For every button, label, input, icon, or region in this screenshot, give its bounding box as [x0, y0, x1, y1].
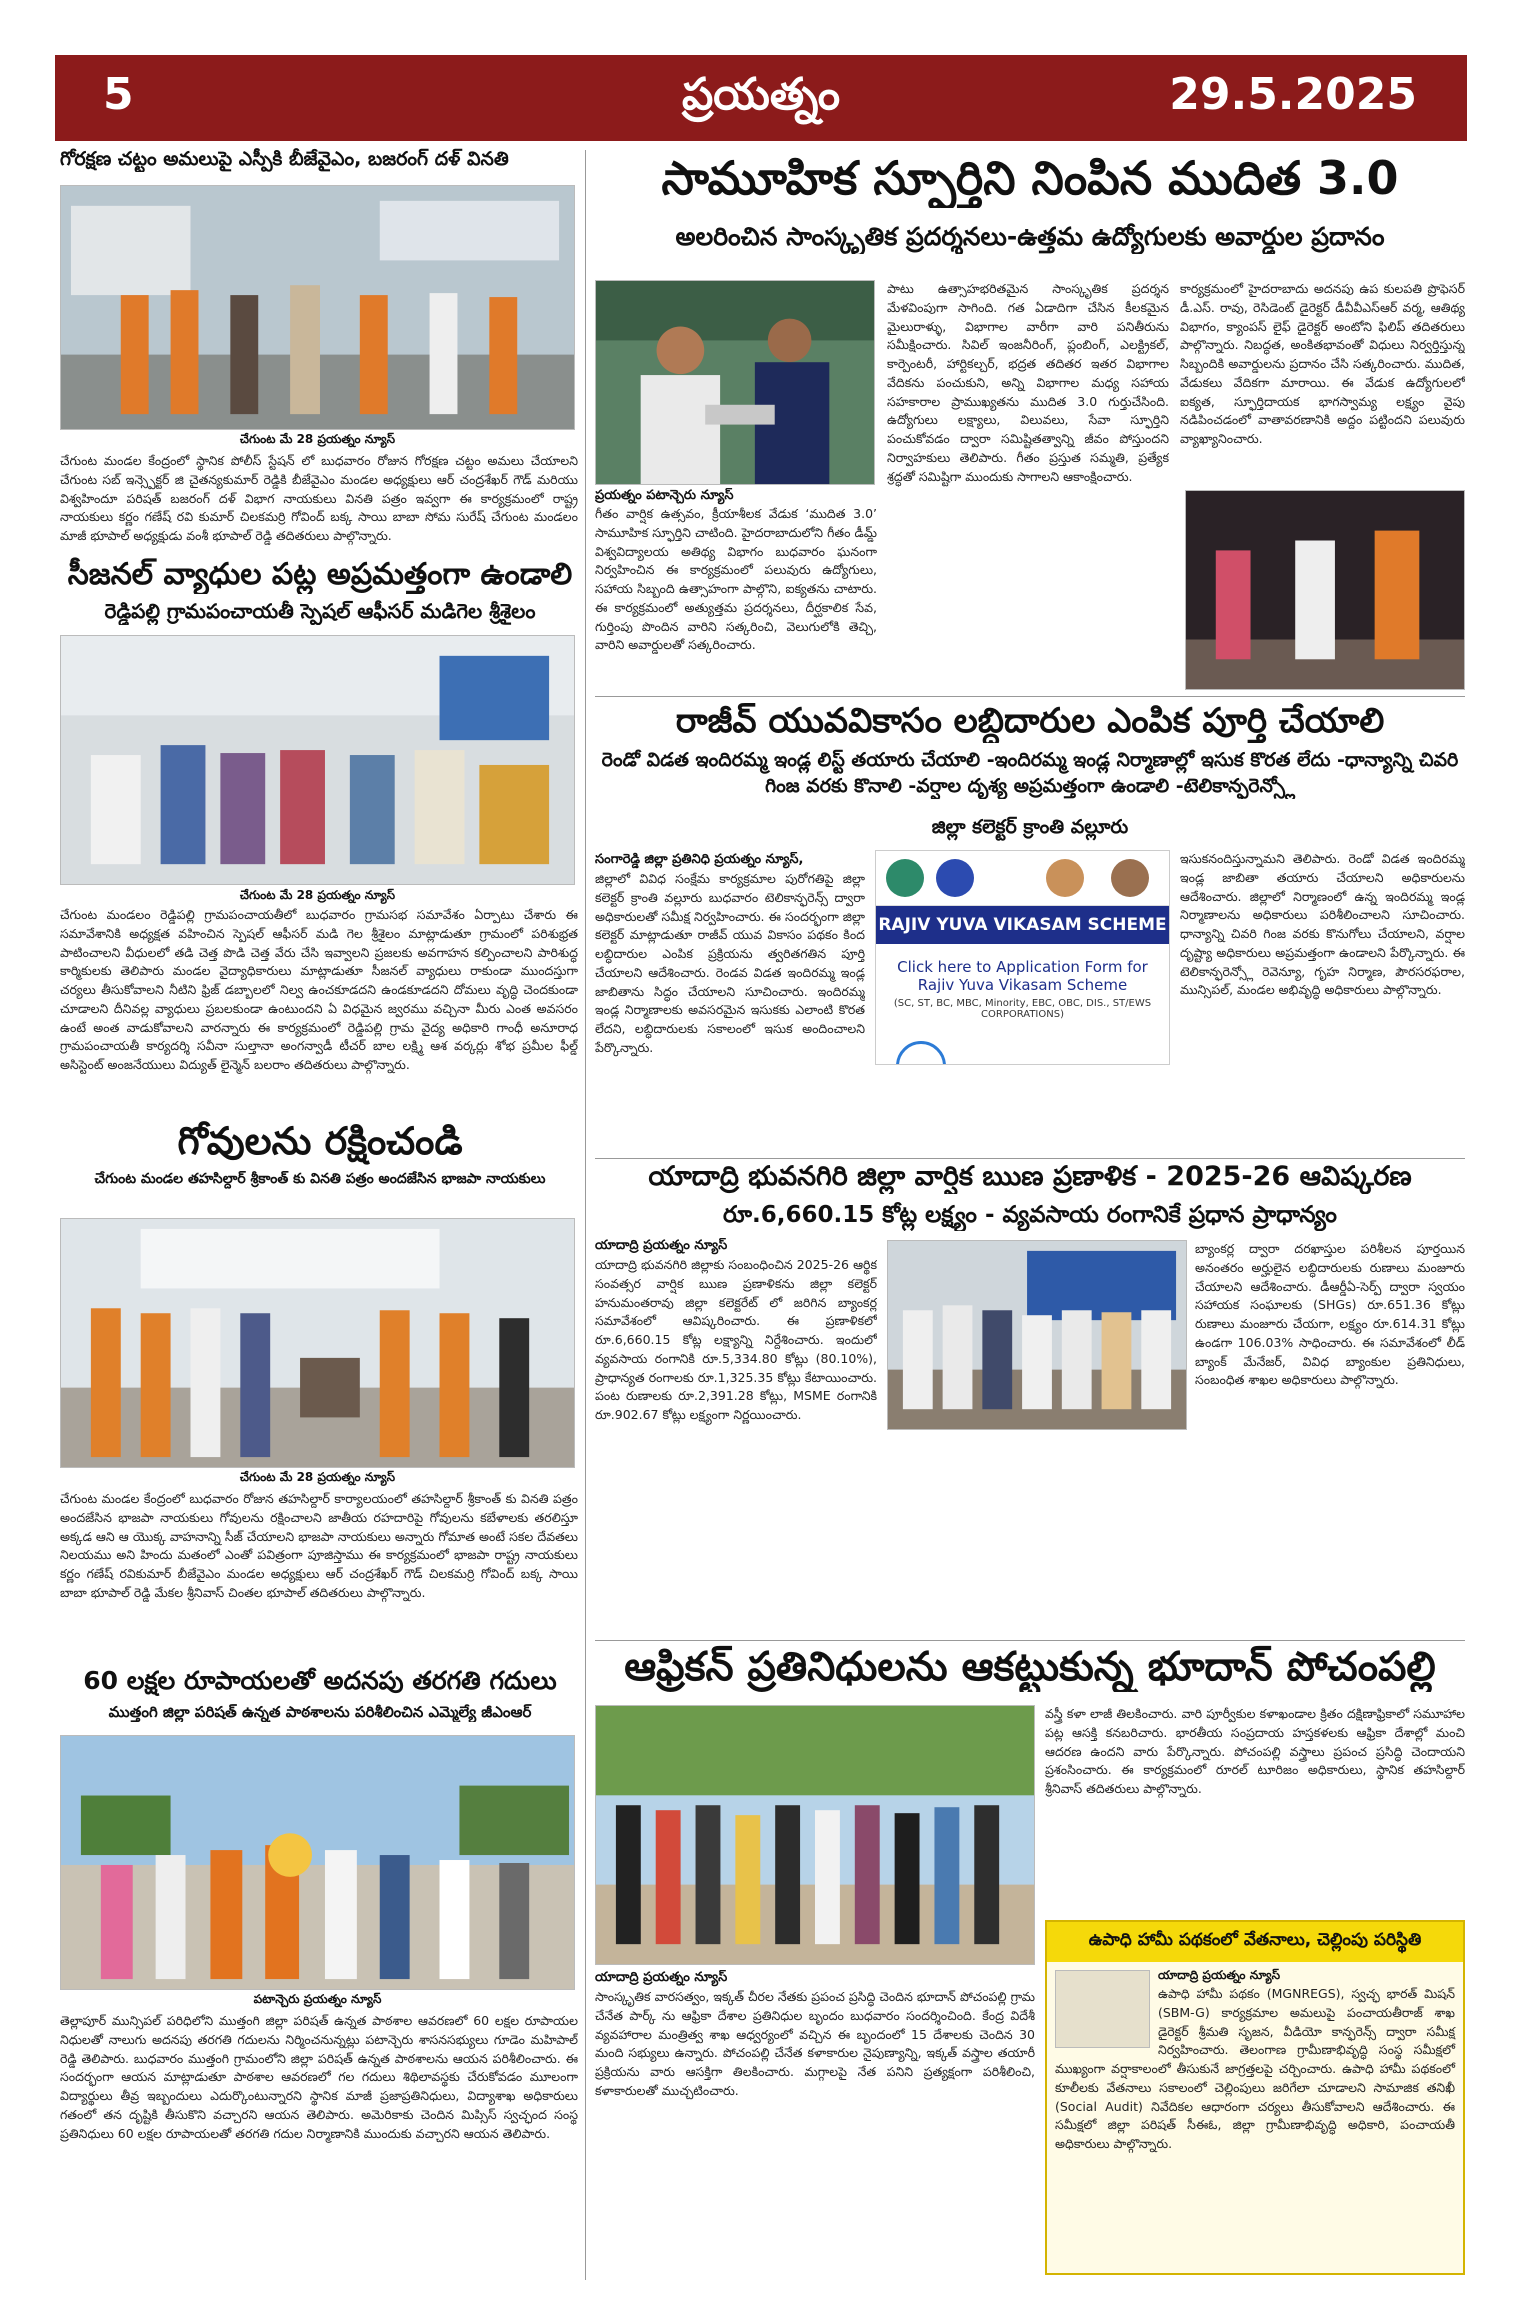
a2-caption: చేగుంట మే 28 ప్రయత్నం న్యూస్	[239, 888, 396, 902]
m1-body1: గీతం వార్షిక ఉత్సవం, క్రీయాశీలక వేడుక ‘ముదిత 3.0’ సామూహిక స్ఫూర్తిని చాటింది. హైదరాబాదులోని గీతం డీమ్డ్ విశ్వవిద్యాలయ అతిథ్య విభాగం బుధవారం ఘనంగా నిర్వహించిన ఈ కార్యక్రమంలో పలువురు ఉద్యోగులు, సహాయ సిబ్బంది ఉత్సాహంగా పాల్గొని, ఐక్యతను చాటారు. ఈ కార్యక్రమంలో అత్యుత్తమ ప్రదర్శనలు, దీర్ఘకాలిక సేవ, గుర్తింపు పొందిన వారిని సత్కరించి, వెలుగులోకి తెచ్చి, వారిని అవార్డులతో సత్కరించారు.	[595, 506, 877, 653]
a2-headline: సీజనల్ వ్యాధుల పట్ల అప్రమత్తంగా ఉండాలి	[67, 557, 573, 592]
minister-photo-icon	[1111, 859, 1149, 897]
scheme-categories: (SC, ST, BC, MBC, Minority, EBC, OBC, DIS., ST/EWS CORPORATIONS)	[893, 998, 1152, 1020]
m4-body2: వస్త్రీ కళా లాజీ తిలకించారు. వారి పూర్వీకుల కళాఖండాల క్రితం దక్షిణాఫ్రికాలో సమూహాల పట్ల ఆసక్తి కనబరిచారు. భారతీయ సంప్రదాయ హస్తకళలకు ఆఫ్రికా దేశాల్లో మంచి ఆదరణ ఉందని వారు పేర్కొన్నారు. పోచంపల్లి వస్త్రాలు ప్రపంచ ప్రసిద్ధి చెందాయని ప్రశంసించారు. ఈ కార్యక్రమంలో రూరల్ టూరిజం అధికారులు, స్థానిక తహసిల్దార్ శ్రీనివాస్ తదితరులు పాల్గొన్నారు.	[1045, 1706, 1465, 1796]
m1-photo-award	[595, 280, 875, 485]
mgnrega-box-image	[1055, 1970, 1150, 2048]
a3-body: చేగుంట మండల కేంద్రంలో బుధవారం రోజున తహసిల్దార్ కార్యాలయంలో తహసిల్దార్ శ్రీకాంత్ కు వినతి పత్రం అందజేసిన భాజపా నాయకులు గోవులను రక్షించాలని జాతీయ రహదారిపై గోవులను కబేళాలకు తరలిస్తూ అక్కడ ఆని ఆ యొక్క వాహనాన్ని సీజ్ చేయాలని భాజపా నాయకులు అన్నారు గోమాత అంటే సకల దేవతలు నిలయము అని హిందు మతంలో ఎంతో పవిత్రంగా పూజిస్తాము ఈ కార్యక్రమంలో భాజపా రాష్ట్ర నాయకులు కర్ణం గణేష్ రవికుమార్ బీజేవైఎం మండల అధ్యక్షులు ఆర్ చంద్రశేఖర్ గౌడ్ చిలకమర్రి గోవింద్ బక్క సాయి బాబా భూపాల్ రెడ్డి మేకల శ్రీనివాస్ చింతల భూపాల్ తదితరులు పాల్గొన్నారు.	[60, 1491, 578, 1600]
a2-subhead: రెడ్డిపల్లి గ్రామపంచాయతీ స్పెషల్ ఆఫీసర్ మడిగెల శ్రీశైలం	[104, 599, 536, 623]
a2-photo	[60, 635, 575, 885]
mgnrega-box-headline: ఉపాధి హామీ పథకంలో వేతనాలు, చెల్లింపు పరిస్థితి	[1047, 1922, 1463, 1962]
scheme-screenshot	[875, 850, 1170, 1065]
m4-byline: యాదాద్రి ప్రయత్నం న్యూస్	[595, 1970, 728, 1985]
a1-photo	[60, 185, 575, 430]
m2-subhead2: జిల్లా కలెక్టర్ క్రాంతి వల్లూరు	[931, 816, 1129, 838]
m2-headline: రాజీవ్ యువవికాసం లబ్ధిదారుల ఎంపిక పూర్తి చేయాలి	[675, 701, 1385, 741]
a3-headline: గోవులను రక్షించండి	[177, 1119, 463, 1163]
portal-logo-icon	[936, 859, 974, 897]
column-rule-left	[585, 150, 586, 2280]
issue-date: 29.5.2025	[1169, 69, 1417, 120]
m4-photo	[595, 1705, 1035, 1965]
m2-subhead: రెండో విడత ఇందిరమ్మ ఇండ్ల లిస్ట్ తయారు చేయాలి -ఇందిరమ్మ ఇండ్ల నిర్మాణాల్లో ఇసుక కొరత లేదు -ధాన్యాన్ని చివరి గింజ వరకు కొనాలి -వర్షాల దృశ్య అప్రమత్తంగా ఉండాలి -టెలికాన్ఫరెన్స్లో	[601, 749, 1459, 797]
m2-body1: జిల్లాలో వివిధ సంక్షేమ కార్యక్రమాల పురోగతిపై జిల్లా కలెక్టర్ క్రాంతి వల్లూరు బుధవారం టెలికాన్ఫరెన్స్ ద్వారా అధికారులతో సమీక్ష నిర్వహించారు. ఈ సందర్భంగా జిల్లా కలెక్టర్ మాట్లాడుతూ రాజీవ్ యువ వికాసం పథకం కింద లబ్ధిదారుల ఎంపిక ప్రక్రియను త్వరితగతిన పూర్తి చేయాలని ఆదేశించారు. రెండవ విడత ఇందిరమ్మ ఇండ్ల జాబితాను సిద్ధం చేయాలని సూచించారు. ఇందిరమ్మ ఇండ్ల నిర్మాణాలకు అవసరమైన ఇసుకకు ఎలాంటి కొరత లేదని, లబ్ధిదారులకు సకాలంలో ఇసుక అందించాలని పేర్కొన్నారు.	[595, 871, 865, 1055]
a2-body: చేగుంట మండలం రెడ్డిపల్లి గ్రామపంచాయతీలో బుధవారం గ్రామసభ సమావేశం ఏర్పాటు చేశారు ఈ సమావేశానికి అధ్యక్షత వహించిన స్పెషల్ ఆఫీసర్ మడి గెల శ్రీశైలం మాట్లాడుతూ గ్రామంలో పరిశుభ్రత పాటించాలని వీధులలో తడి చెత్త పొడి చెత్త వేరు చేసి ఇవ్వాలని ప్రజలకు అవగాహన కల్పించాలని పారిశుద్ధ కార్మికులకు తెలిపారు మండల వైద్యాధికారులు మాట్లాడుతూ సీజనల్ వ్యాధులు రాకుండా ముందస్తుగా చర్యలు తీసుకోవాలని నీటిని ఫ్రిజ్ డబ్బాలలో నిల్వ ఉంచకూడదని ఉండకూడదని దోమలు వృద్ధి చెందకుండా చూడాలని దీనివల్ల వ్యాధులు ప్రబలకుండా ఉంటుందని ఏ విధమైన జ్వరము వచ్చినా మీరు ఎంత అవసరం ఉంటే అంత వాడుకోవాలని వారన్నారు ఈ కార్యక్రమంలో రెడ్డిపల్లి గ్రామ వైద్య అధికారి గాంధీ అనూరాధ గ్రామపంచాయతీ కార్యదర్శి సవీనా సుల్తానా అంగన్వాడీ టీచర్ బాల లక్ష్మి ఆశ వర్కర్లు శోభ ప్రమీల ఫీల్డ్ అసిస్టెంట్ అంజనేయులు విద్యుత్ లైన్మెన్ బలరాం తదితరులు పాల్గొన్నారు.	[60, 907, 578, 1072]
m3-byline: యాదాద్రి ప్రయత్నం న్యూస్	[595, 1238, 728, 1253]
a1-headline: గోరక్షణ చట్టం అమలుపై ఎస్పీకి బీజేవైఎం, బజరంగ్ దళ్ వినతి	[60, 148, 509, 170]
m3-subhead: రూ.6,660.15 కోట్ల లక్ష్యం - వ్యవసాయ రంగానికే ప్రధాన ప్రాధాన్యం	[723, 1202, 1337, 1228]
m1-body3: కార్యక్రమంలో హైదరాబాదు అదనపు ఉప కులపతి ప్రొఫెసర్ డీ.ఎస్. రావు, రెసిడెంట్ డైరెక్టర్ డీవీవీఎస్ఆర్ వర్మ, ఆతిథ్య విభాగం, క్యాంపస్ లైఫ్ డైరెక్టర్ అంటోని ఫిలిప్ తదితరులు పాల్గొన్నారు. నిబద్ధత, అంకితభావంతో విధులు నిర్వర్తిస్తున్న సిబ్బందికి అవార్డులను ప్రదానం చేసి సత్కరించారు. ముదిత, వేడుకలు వేదికగా మారాయి. ఈ వేడుక ఉద్యోగులలో ఐక్యత, స్ఫూర్తిదాయక భాగస్వామ్య లక్ష్యం వైపు నడిపించడంలో వాతావరణానికి అద్దం పట్టిందని పలువురు వ్యాఖ్యానించారు.	[1180, 281, 1465, 446]
mgnrega-box-byline: యాదాద్రి ప్రయత్నం న్యూస్	[1158, 1968, 1281, 1982]
a1-body: చేగుంట మండల కేంద్రంలో స్థానిక పోలీస్ స్టేషన్ లో బుధవారం రోజున గోరక్షణ చట్టం అమలు చేయాలని చేగుంట సబ్ ఇన్స్పెక్టర్ జి చైతన్యకుమార్ రెడ్డికి బీజేవైఎం మండల అధ్యక్షులు ఆర్ చంద్రశేఖర్ గౌడ్ మరియు విశ్వహిందూ పరిషత్ బజరంగ్ దళ్ విభాగ నాయకులు వినతి పత్రం ఇవ్వగా ఈ కార్యక్రమంలో రాష్ట్ర నాయకులు కర్ణం గణేష్ రవి కుమార్ చిలకమర్రి గోవింద్ బక్క సాయి బాబా సోమ సురేష్ చేగుంట మండలం మాజీ భూపాల్ అధ్యక్షుడు వంశీ భూపాల్ రెడ్డి తదితరులు పాల్గొన్నారు.	[60, 453, 578, 543]
scheme-apply-link[interactable]: Click here to Application Form for Rajiv Yuva Vikasam Scheme	[897, 958, 1148, 994]
a4-subhead: ముత్తంగి జిల్లా పరిషత్ ఉన్నత పాఠశాలను పరిశీలించిన ఎమ్మెల్యే జీఎంఆర్	[108, 1703, 532, 1721]
a4-headline: 60 లక్షల రూపాయలతో అదనపు తరగతి గదులు	[83, 1666, 557, 1695]
m3-photo	[887, 1240, 1187, 1430]
m1-headline: సామూహిక స్ఫూర్తిని నింపిన ముదిత 3.0	[661, 151, 1399, 205]
m1-byline: ప్రయత్నం పటాన్చెరు న్యూస్	[595, 488, 734, 503]
a4-body: తెల్లాపూర్ మున్సిపల్ పరిధిలోని ముత్తంగి జిల్లా పరిషత్ ఉన్నత పాఠశాల ఆవరణలో 60 లక్షల రూపాయల నిధులతో నాలుగు అదనపు తరగతి గదులను నిర్మించనున్నట్లు పటాన్చెరు శాసనసభ్యులు గూడెం మహిపాల్ రెడ్డి తెలిపారు. బుధవారం ముత్తంగి గ్రామంలోని జిల్లా పరిషత్ ఉన్నత పాఠశాలను ఆయన పరిశీలించారు. ఈ సందర్భంగా ఆయన మాట్లాడుతూ పాఠశాల ఆవరణలో గల గదులు శిథిలావస్థకు చేరుకోవడం మూలంగా విద్యార్థులు తీవ్ర ఇబ్బందులు ఎదుర్కొంటున్నారని స్థానిక మాజీ ప్రజాప్రతినిధులు, విద్యాశాఖ అధికారులు గతంలో తన దృష్టికి తీసుకొని వచ్చారని ఆయన తెలిపారు. అమెరికాకు చెందిన మిప్సిస్ స్వచ్ఛంద సంస్థ ప్రతినిధులు 60 లక్షల రూపాయలతో తరగతి గదుల నిర్మాణానికి ముందుకు వచ్చారని ఆయన తెలిపారు.	[60, 2013, 578, 2141]
a1-caption: చేగుంట మే 28 ప్రయత్నం న్యూస్	[239, 432, 396, 446]
a4-photo	[60, 1735, 575, 1990]
rule-m2	[595, 1158, 1465, 1159]
m3-body1: యాదాద్రి భువనగిరి జిల్లాకు సంబంధించిన 2025-26 ఆర్థిక సంవత్సర వార్షిక ఋణ ప్రణాళికను జిల్లా కలెక్టర్ హనుమంతరావు జిల్లా కలెక్టరేట్ లో జరిగిన బ్యాంకర్ల సమావేశంలో ఆవిష్కరించారు. ఈ ప్రణాళికలో రూ.6,660.15 కోట్ల లక్ష్యాన్ని నిర్దేశించారు. ఇందులో వ్యవసాయ రంగానికి రూ.5,334.80 కోట్లు (80.10%), ప్రాధాన్యత రంగాలకు రూ.1,325.35 కోట్లు కేటాయించారు. పంట రుణాలకు రూ.2,391.28 కోట్లు, MSME రంగానికి రూ.902.67 కోట్లు లక్ష్యంగా నిర్ణయించారు.	[595, 1257, 877, 1422]
m4-headline: ఆఫ్రికన్ ప్రతినిధులను ఆకట్టుకున్న భూదాన్ పోచంపల్లి	[624, 1644, 1436, 1690]
m4-body1: సాంస్కృతిక వారసత్వం, ఇక్కత్ చీరల నేతకు ప్రపంచ ప్రసిద్ధి చెందిన భూదాన్ పోచంపల్లి గ్రామ చేనేత పార్క్ ను ఆఫ్రికా దేశాల ప్రతినిధుల బృందం బుధవారం సందర్శించింది. కేంద్ర విదేశీ వ్యవహారాల మంత్రిత్వ శాఖ ఆధ్వర్యంలో వచ్చిన ఈ బృందంలో 15 దేశాలకు చెందిన 30 మంది సభ్యులు ఉన్నారు. పోచంపల్లి చేనేత కళాకారుల నైపుణ్యాన్ని, ఇక్కత్ వస్త్రాల తయారీ ప్రక్రియను వారు ఆసక్తిగా తిలకించారు. మగ్గాలపై నేత పనిని ప్రత్యక్షంగా పరిశీలించి, కళాకారులతో ముచ్చటించారు.	[595, 1989, 1035, 2098]
scheme-banner: RAJIV YUVA VIKASAM SCHEME	[876, 906, 1169, 944]
rule-m3	[595, 1640, 1465, 1641]
masthead	[55, 55, 1467, 141]
m1-body2: పాటు ఉత్సాహభరితమైన సాంస్కృతిక ప్రదర్శన మేళవింపుగా సాగింది. గత ఏడాదిగా చేసిన కీలకమైన మైలురాళ్ళు, విభాగాల వారీగా వారి పనితీరును సమీక్షించారు. సివిల్ ఇంజనీరింగ్, ప్లంబింగ్, ఎలక్ట్రికల్, కార్పెంటరీ, హార్టికల్చర్, భద్రత తదితర ఇతర విభాగాల వేదికను పంచుకుని, అన్ని విభాగాల మధ్య సహాయ సహకారాల ప్రాముఖ్యతను ముదిత 3.0 గుర్తుచేసింది. ఉద్యోగులు లక్ష్యాలు, విలువలు, సేవా స్ఫూర్తిని పంచుకోవడం ద్వారా సమిష్టితత్వాన్ని జీవం పోస్తుందని నిర్వాహకులు తెలిపారు. గీతం ప్రస్తుత సమ్మతి, ప్రత్యేక శ్రద్ధతో సమిష్టిగా ముందుకు సాగాలని ఆకాంక్షించారు.	[887, 281, 1169, 484]
rule-m1	[595, 696, 1465, 697]
m2-byline: సంగారెడ్డి జిల్లా ప్రతినిధి ప్రయత్నం న్యూస్,	[595, 852, 804, 867]
scheme-logos	[876, 851, 1169, 906]
a3-caption: చేగుంట మే 28 ప్రయత్నం న్యూస్	[239, 1470, 396, 1484]
govt-emblem-icon	[886, 859, 924, 897]
m2-body2: ఇసుకనందిస్తున్నామని తెలిపారు. రెండో విడత ఇందిరమ్మ ఇండ్ల జాబితా తయారు చేయాలని అధికారులను ఆదేశించారు. జిల్లాలో నిర్మాణంలో ఉన్న ఇందిరమ్మ ఇండ్ల నిర్మాణాలను అధికారులు పరిశీలించాలని సూచించారు. ధాన్యాన్ని చివరి గింజ వరకు కొనుగోలు చేయాలని, వర్షాల దృష్ట్యా అధికారులు అప్రమత్తంగా ఉండాలని పేర్కొన్నారు. ఈ టెలికాన్ఫరెన్స్లో రెవెన్యూ, గృహ నిర్మాణ, పౌరసరఫరాల, మున్సిపల్, మండల అభివృద్ధి అధికారులు పాల్గొన్నారు.	[1180, 851, 1465, 998]
a3-photo	[60, 1218, 575, 1468]
a3-subhead: చేగుంట మండల తహసిల్దార్ శ్రీకాంత్ కు వినతి పత్రం అందజేసిన భాజపా నాయకులు	[94, 1171, 546, 1187]
m3-body2: బ్యాంకర్ల ద్వారా దరఖాస్తుల పరిశీలన పూర్తయిన అనంతరం అర్హులైన లబ్ధిదారులకు రుణాలు మంజూరు చేయాలని ఆదేశించారు. డీఆర్డీఏ-సెర్ప్ ద్వారా స్వయం సహాయక సంఘాలకు (SHGs) రూ.651.36 కోట్లు రుణాలు మంజూరు చేయగా, లక్ష్యం రూ.614.31 కోట్లు ఉండగా 106.03% సాధించారు. ఈ సమావేశంలో లీడ్ బ్యాంక్ మేనేజర్, వివిధ బ్యాంకుల ప్రతినిధులు, సంబంధిత శాఖల అధికారులు పాల్గొన్నారు.	[1195, 1241, 1465, 1388]
fingerprint-icon	[896, 1041, 946, 1065]
m1-photo-stage	[1185, 490, 1465, 690]
page-number: 5	[103, 69, 134, 120]
m1-subhead: అలరించిన సాంస్కృతిక ప్రదర్శనలు-ఉత్తమ ఉద్యోగులకు అవార్డుల ప్రదానం	[675, 222, 1385, 251]
mgnrega-box	[1045, 1920, 1465, 2275]
newspaper-name: ప్రయత్నం	[681, 69, 841, 120]
mgnrega-box-body: ఉపాధి హామీ పథకం (MGNREGS), స్వచ్ఛ భారత్ మిషన్ (SBM-G) కార్యక్రమాల అమలుపై పంచాయతీరాజ్ శాఖ డైరెక్టర్ శ్రీమతి సృజన, వీడియో కాన్ఫరెన్స్ ద్వారా సమీక్ష నిర్వహించారు. తెలంగాణ గ్రామీణాభివృద్ధి సంస్థ సమీక్షలో ముఖ్యంగా వర్షాకాలంలో తీసుకునే జాగ్రత్తలపై చర్చించారు. ఉపాధి హామీ పథకంలో కూలీలకు వేతనాలు సకాలంలో చెల్లింపులు జరిగేలా చూడాలని సామాజిక తనిఖీ (Social Audit) నివేదికల ఆధారంగా చర్యలు తీసుకోవాలని ఆదేశించారు. ఈ సమీక్షలో జిల్లా పరిషత్ సీఈఓ, జిల్లా గ్రామీణాభివృద్ధి అధికారి, పంచాయతీ అధికారులు పాల్గొన్నారు.	[1055, 1986, 1455, 2151]
m3-headline: యాదాద్రి భువనగిరి జిల్లా వార్షిక ఋణ ప్రణాళిక - 2025-26 ఆవిష్కరణ	[648, 1161, 1412, 1192]
cm-photo-icon	[1046, 859, 1084, 897]
a4-caption: పటాన్చెరు ప్రయత్నం న్యూస్	[253, 1992, 382, 2006]
